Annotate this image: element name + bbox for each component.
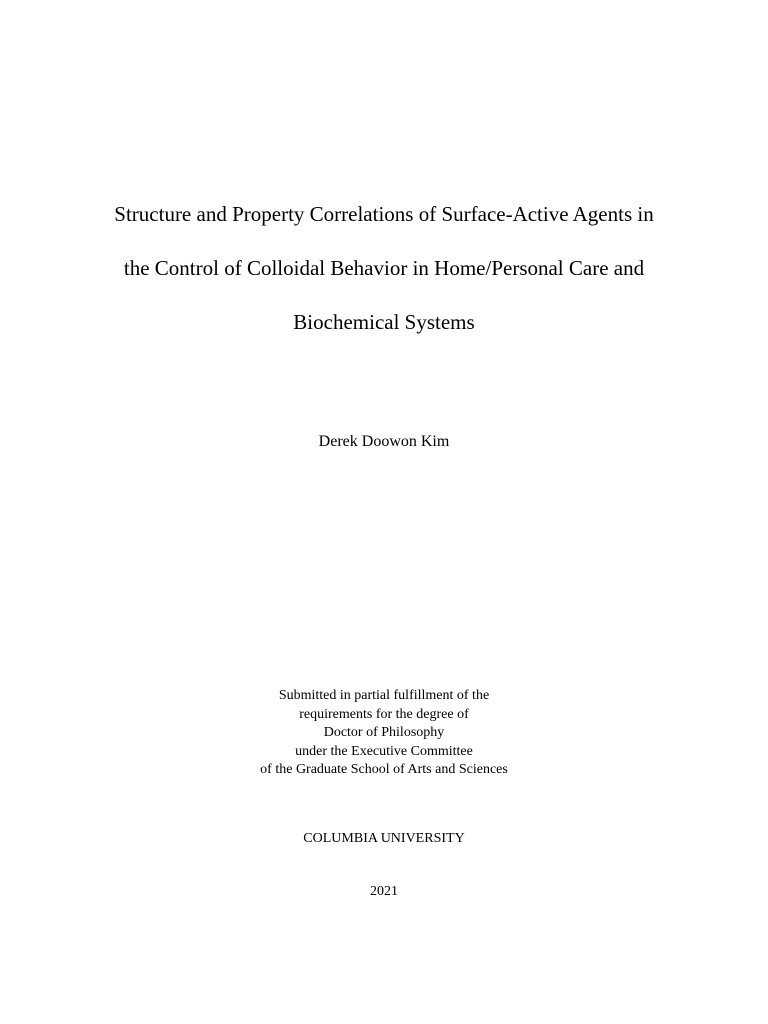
degree-statement-line-4: under the Executive Committee (295, 743, 473, 759)
thesis-title-line-3: Biochemical Systems (293, 310, 475, 334)
degree-statement-line-1: Submitted in partial fulfillment of the (278, 688, 490, 703)
degree-statement-line-2: requirements for the degree of (299, 706, 469, 722)
degree-statement-line-5: of the Graduate School of Arts and Sciences (260, 762, 508, 777)
thesis-title-line-2: the Control of Colloidal Behavior in Home/Personal Care and (123, 256, 645, 280)
degree-statement-line-3: Doctor of Philosophy (323, 725, 445, 740)
thesis-title-line-1: Structure and Property Correlations of Surface-Active Agents in (114, 202, 654, 226)
university-name: COLUMBIA UNIVERSITY (303, 831, 465, 846)
degree-statement (0, 687, 768, 780)
submission-year: 2021 (370, 884, 398, 899)
author-name: Derek Doowon Kim (318, 433, 450, 450)
